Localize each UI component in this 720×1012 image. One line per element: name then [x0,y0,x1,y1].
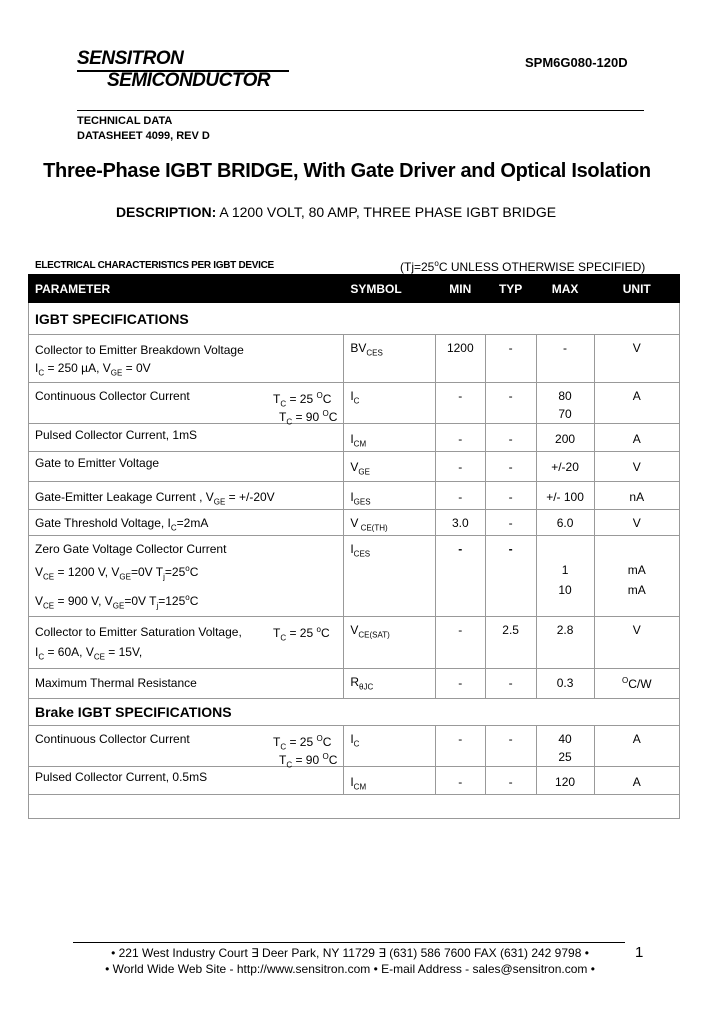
electrical-characteristics-table [28,274,680,819]
table-caption-left: ELECTRICAL CHARACTERISTICS PER IGBT DEVICE [35,260,274,271]
description-label: DESCRIPTION: [115,204,217,220]
footer-web: • World Wide Web Site - http://www.sensitron.com • E-mail Address - sales@sensitron.com • [105,962,595,976]
col-max: MAX [536,275,594,303]
page-number: 1 [635,944,644,961]
tech-data-label: TECHNICAL DATA [77,115,173,127]
table-row-ic: Continuous Collector Current $T_C = 25$ $^O$C $T_C = 90$ $^O$C $I_C$ - - 80 70 A [29,383,680,424]
table-row-icm: Pulsed Collector Current, 1mS $I_{CM}$ - - 200 A [29,424,680,452]
table-caption-right: ($Tj=25^oC$ UNLESS OTHERWISE SPECIFIED) [400,259,646,274]
table-row-bv: Collector to Emitter Breakdown Voltage $I_C = 250$ µA, $V_{GE} = 0V$ $BV_{CES}$ 1200 - - V [29,335,680,383]
section-brake [29,698,680,725]
technical-data-block [77,114,210,144]
col-unit: UNIT [594,275,679,303]
company-name-line2: SEMICONDUCTOR [107,70,271,91]
table-row-rth: Maximum Thermal Resistance $R_{\theta JC}$ - - 0.3 $^O$C/W [29,668,680,698]
table-header-row [29,275,680,303]
footer-address: • 221 West Industry Court ∃ Deer Park, NY 11729 ∃ (631) 586 7600 FAX (631) 242 9798 • [111,946,589,960]
col-min: MIN [435,275,485,303]
description-text: A 1200 VOLT, 80 AMP, THREE PHASE IGBT BRIDGE [216,204,557,220]
part-number: SPM6G080-120D [525,55,628,70]
table-row-iges: Gate-Emitter Leakage Current , $V_{GE} = +/-20V$ $I_{GES}$ - - +/- 100 nA [29,482,680,510]
datasheet-label: DATASHEET 4099, REV D [77,130,210,142]
table-row-ices: Zero Gate Voltage Collector Current $V_{CE} = 1200$ V, $V_{GE}=0V$ $T_j=25^oC$ $V_{CE} = 900$ V, $V_{GE}=0V$ $T_j=125^oC$ $I_{CES}$ - - 1 10 mA mA [29,536,680,617]
section-igbt [29,303,680,335]
footer-divider [73,942,625,943]
table-row-vsat: Collector to Emitter Saturation Voltage, $T_C = 25$ $^o$C $I_C = 60A$, $V_{CE} = 15V$, $V_{CE(SAT)}$ - 2.5 2.8 V [29,617,680,668]
header-divider [77,110,644,111]
section-title: Brake IGBT SPECIFICATIONS [29,698,680,725]
col-parameter: PARAMETER [29,275,344,303]
table-row-brake-ic: Continuous Collector Current $T_C = 25$ $^O$C $T_C = 90$ $^O$C $I_C$ - - 40 25 A [29,725,680,766]
col-typ: TYP [485,275,536,303]
table-row-vth: Gate Threshold Voltage, $I_C=2mA$ V $_{CE(TH)}$ 3.0 - 6.0 V [29,510,680,536]
document-title: Three-Phase IGBT BRIDGE, With Gate Driver and Optical Isolation [43,160,651,182]
section-title: IGBT SPECIFICATIONS [29,303,680,335]
table-row-brake-icm: Pulsed Collector Current, 0.5mS $I_{CM}$ - - 120 A [29,766,680,794]
company-name-line1: SENSITRON [77,48,184,69]
table-row-empty [29,794,680,818]
description [0,204,672,220]
table-row-vge: Gate to Emitter Voltage $V_{GE}$ - - +/-20 V [29,452,680,482]
col-symbol: SYMBOL [344,275,436,303]
